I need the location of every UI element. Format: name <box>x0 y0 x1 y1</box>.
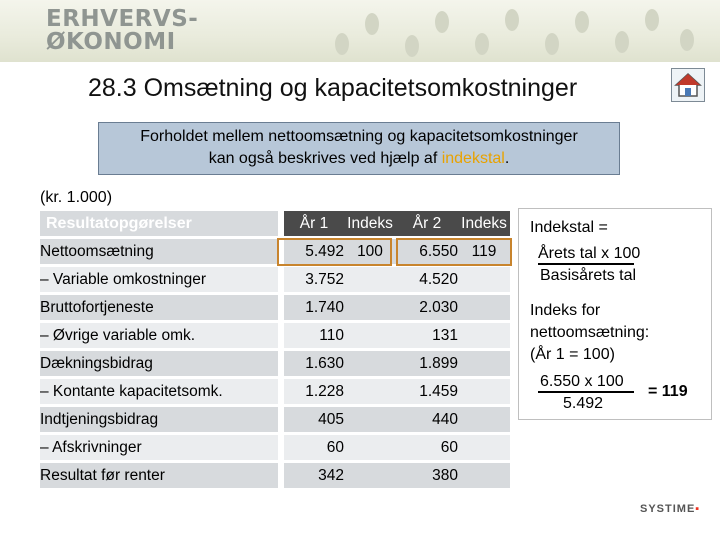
row-label: Dækningsbidrag <box>40 351 278 376</box>
row-year2: 6.550 <box>396 239 458 264</box>
row-year2: 1.459 <box>396 379 458 404</box>
formula-fraction-line <box>538 263 634 265</box>
row-index1 <box>344 435 396 460</box>
row-index2 <box>458 379 510 404</box>
footprints-decoration <box>302 4 702 58</box>
home-icon <box>672 69 704 101</box>
formula-title: Indekstal = <box>530 219 608 236</box>
calc-numerator: 6.550 x 100 <box>540 373 624 390</box>
table-row <box>40 295 510 320</box>
header-year1: År 1 <box>284 211 344 236</box>
row-year1: 5.492 <box>284 239 344 264</box>
row-index2 <box>458 351 510 376</box>
row-index1 <box>344 407 396 432</box>
row-index2: 119 <box>458 239 510 264</box>
intro-highlight: indekstal <box>441 150 505 167</box>
row-label: – Afskrivninger <box>40 435 278 460</box>
row-year1: 1.740 <box>284 295 344 320</box>
row-year2: 440 <box>396 407 458 432</box>
highlight-box-year1 <box>277 238 392 266</box>
intro-line1: Forholdet mellem nettoomsætning og kapacitetsomkostninger <box>140 128 578 145</box>
row-index1 <box>344 323 396 348</box>
header-year2: År 2 <box>396 211 458 236</box>
table-row <box>40 435 510 460</box>
intro-period: . <box>504 150 510 167</box>
brand-header <box>0 0 720 62</box>
row-label: Nettoomsætning <box>40 239 278 264</box>
header-label: Resultatopgørelser <box>40 211 278 236</box>
index-title-3: (År 1 = 100) <box>530 346 615 363</box>
row-year1: 60 <box>284 435 344 460</box>
row-year2: 1.899 <box>396 351 458 376</box>
row-index2 <box>458 323 510 348</box>
intro-box <box>98 122 620 175</box>
row-year1: 1.228 <box>284 379 344 404</box>
index-title-2: nettoomsætning: <box>530 324 650 341</box>
table-row <box>40 463 510 488</box>
row-index1 <box>344 463 396 488</box>
table-row <box>40 323 510 348</box>
logo-dot-icon: ▪ <box>695 503 701 515</box>
table-row <box>40 407 510 432</box>
table-row <box>40 267 510 292</box>
row-index1: 100 <box>344 239 396 264</box>
brand-line2: ØKONOMI <box>46 29 176 55</box>
row-year1: 3.752 <box>284 267 344 292</box>
header-index1: Indeks <box>344 211 396 236</box>
row-year2: 131 <box>396 323 458 348</box>
row-year1: 405 <box>284 407 344 432</box>
index-title-1: Indeks for <box>530 302 601 319</box>
table-row <box>40 351 510 376</box>
home-button[interactable] <box>671 68 705 102</box>
brand-line1: ERHVERVS- <box>46 6 199 32</box>
row-year2: 60 <box>396 435 458 460</box>
formula-numerator: Årets tal x 100 <box>538 245 641 262</box>
row-index1 <box>344 267 396 292</box>
row-index1 <box>344 351 396 376</box>
row-year1: 342 <box>284 463 344 488</box>
row-index1 <box>344 379 396 404</box>
table-row <box>40 379 510 404</box>
row-year1: 110 <box>284 323 344 348</box>
formula-denominator: Basisårets tal <box>540 267 637 284</box>
row-label: Bruttofortjeneste <box>40 295 278 320</box>
publisher-logo-text: SYSTIME <box>640 503 696 515</box>
brand-logo <box>46 8 198 54</box>
row-year1: 1.630 <box>284 351 344 376</box>
calc-denominator: 5.492 <box>563 395 604 412</box>
row-index2 <box>458 267 510 292</box>
calc-result: = 119 <box>648 383 688 400</box>
highlight-box-year2 <box>396 238 512 266</box>
row-label: Indtjeningsbidrag <box>40 407 278 432</box>
row-label: – Øvrige variable omk. <box>40 323 278 348</box>
row-index2 <box>458 407 510 432</box>
page-title: 28.3 Omsætning og kapacitetsomkostninger <box>88 74 578 102</box>
row-index2 <box>458 463 510 488</box>
row-index2 <box>458 435 510 460</box>
row-year2: 4.520 <box>396 267 458 292</box>
row-year2: 380 <box>396 463 458 488</box>
publisher-logo <box>640 503 700 515</box>
formula-panel <box>518 208 712 420</box>
row-label: – Kontante kapacitetsomk. <box>40 379 278 404</box>
intro-line2 <box>99 148 619 170</box>
row-index2 <box>458 295 510 320</box>
intro-line2-text: kan også beskrives ved hjælp af <box>208 150 442 167</box>
row-label: – Variable omkostninger <box>40 267 278 292</box>
header-index2: Indeks <box>458 211 510 236</box>
calc-fraction-line <box>538 391 634 393</box>
table-header-row <box>40 211 510 236</box>
row-year2: 2.030 <box>396 295 458 320</box>
row-index1 <box>344 295 396 320</box>
unit-label: (kr. 1.000) <box>40 189 113 206</box>
row-label: Resultat før renter <box>40 463 278 488</box>
